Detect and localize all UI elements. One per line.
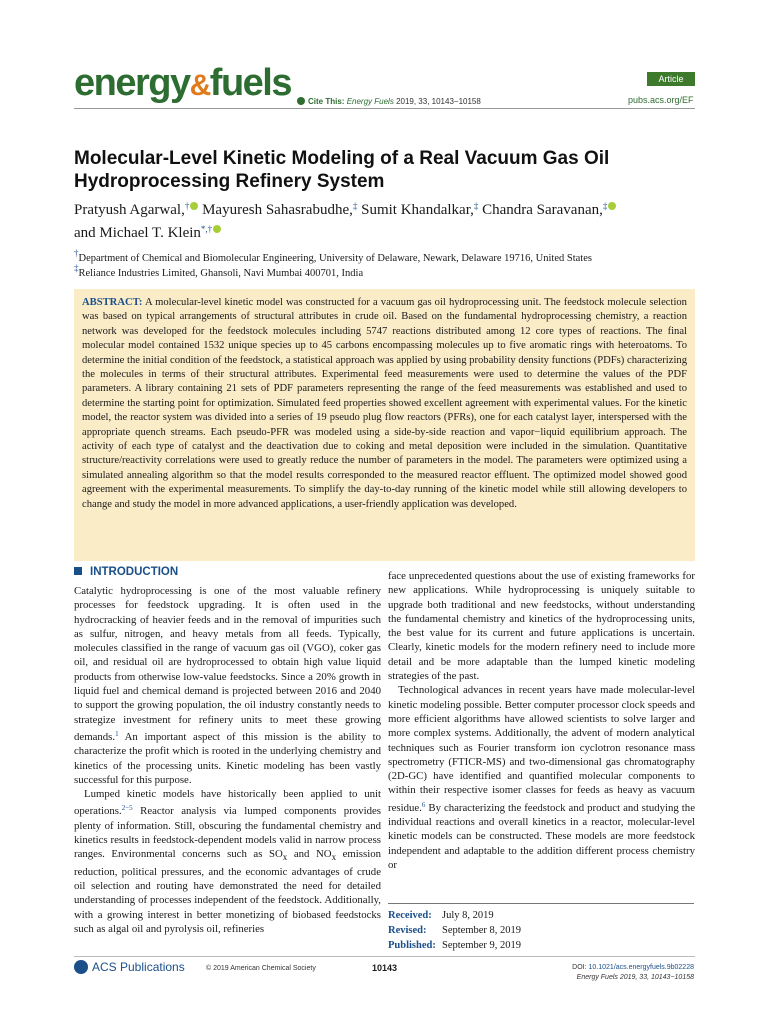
orcid-icon[interactable] — [213, 225, 221, 233]
author-name[interactable]: Mayuresh Sahasrabudhe, — [202, 202, 353, 218]
orcid-icon[interactable] — [608, 202, 616, 210]
author-list: Pratyush Agarwal,† Mayuresh Sahasrabudhe,‡ Sumit Khandalkar,‡ Chandra Saravanan,‡ and Michael T. Klein*,† — [74, 197, 694, 243]
cite-icon — [297, 97, 305, 105]
footer-rule — [74, 956, 695, 957]
paragraph: Technological advances in recent years have made molecular-level kinetic modeling possible. Better computer processor clock speeds and more efficient algorithms have allowed scientists to solve larger and more complex systems. Additionally, the advent of modern analytical techniques such as Fourier transform ion cyclotron resonance mass spectrometry (FTICR-MS) and two-dimensional gas chromatography (2D-GC) have identified and quantified molecular components to within their respective isomer classes for feeds as heavy as vacuum residue.$^6$ By characterizing the feedstock and product and studying the individual reactions and overall kinetics in a reactor, molecular-level kinetic models can be constructed. These models are more feedstock independent and adaptable to the addition different process chemistry or — [388, 684, 695, 871]
abstract-box — [74, 289, 695, 561]
right-column — [388, 569, 695, 872]
author-name[interactable]: and Michael T. Klein — [74, 225, 201, 241]
history-row: Revised: September 8, 2019 — [388, 925, 522, 936]
header-rule — [74, 108, 695, 109]
journal-logo: energy&fuels — [74, 62, 291, 104]
section-square-icon — [74, 567, 82, 575]
paragraph: face unprecedented questions about the use of existing frameworks for new applications. While hydroprocessing is uniquely suitable to upgrade both traditional and new feedstocks, without understanding the fundamental chemistry and kinetics of the hydroprocessing units, the best value for its current and future applications is uncertain. Clearly, kinetic models for the modern refinery need to include more detail and be more adaptable than the lumped kinetic modeling strategies of the past. — [388, 570, 695, 683]
article-type-badge: Article — [647, 72, 695, 86]
acs-logo-icon — [74, 960, 88, 974]
reference-link[interactable]: 1 — [115, 729, 119, 738]
abstract-text: A molecular-level kinetic model was constructed for a vacuum gas oil hydroprocessing unit. The feedstock molecule selection was based on typical arrangements of structural attributes in crude oil. Based on the fundamental hydroprocessing chemistry, a reaction network was developed for the feedstock molecules including 5747 reactions distributed among 12 core types of reactions. The final molecular model contained 1532 unique species up to 45 carbons encompassing molecules up to five aromatic rings with heteroatoms. To determine the initial condition of the feedstock, a statistical approach was applied by using probability density functions (PDFs) characterizing the molecules in terms of their structural attributes. Experimental feed measurements were used to determine the values of the PDF parameters. A library containing 21 sets of PDF parameters representing the range of the feed measurements was established and used to determine the starting point for optimization. Simulated feed properties showed excellent agreement with experimental values. For the kinetic model, the reactor system was divided into a series of 19 pseudo plug flow reactors (PFRs), one for each catalyst layer, interspersed with the appropriate quench streams. Each pseudo-PFR was modeled using a side-by-side reaction and vapor−liquid equilibrium approach. The activity of each type of catalyst and the deactivation due to coking and metal deposition were included in the simulation. Quantitative structure/reactivity correlations were used to greatly reduce the number of parameters in the model. The parameters were optimized using a simulated annealing algorithm so that the model results corresponded to the measured reactor effluent. The optimized model showed good agreement with the experimental measurements. To simplify the day-to-day running of the kinetic model while still allowing developers to change and study the model in more advanced applications, a user-friendly application was developed. — [82, 297, 687, 510]
publisher-logo[interactable]: ACS Publications — [74, 960, 185, 974]
paragraph: Lumped kinetic models have historically been applied to unit operations.$^{2-5}$ Reactor analysis via lumped components provides plenty of information. Still, obscuring the fundamental chemistry and kinetics results in feedstock-dependent models valid in narrow process ranges. Environmental concerns such as $SO_x$ and $NO_x$ emission reduction, political pressures, and the economic advantages of crude oil selection and routing have demonstrated the need for detailed understanding of processes independent of the feedstock. Additionally, with a growing interest in better monetizing of biobased feedstocks such as algal oil and pyrolysis oil, refineries — [74, 788, 382, 935]
cite-this[interactable]: Cite This: Energy Fuels 2019, 33, 10143−10158 — [297, 97, 481, 106]
orcid-icon[interactable] — [190, 202, 198, 210]
copyright: © 2019 American Chemical Society — [206, 965, 316, 972]
left-column — [74, 584, 381, 936]
paragraph: Catalytic hydroprocessing is one of the most valuable refinery processes for feedstock upgrading. It is often used in the hydrocracking of heavier feeds and in the removal of impurities such as sulfur, nitrogen, and heavy metals from all feeds. Typically, molecules classified in the range of vacuum gas oil (VGO), coker gas oil, and residual oil are hydroprocessed to obtain high value liquid products from otherwise low-value feedstocks. Since a 20% growth in liquid fuel and chemical demand is projected between 2016 and 2040 to support the growing population, the oil industry constantly needs to strategize investment for refinery units to meet these growing demands.$^1$ An important aspect of this mission is the ability to characterize the profit which is rooted in the underlying chemistry and kinetics of the processing units. Kinetic modeling has been vastly successful for this purpose. — [74, 585, 381, 786]
author-name[interactable]: Chandra Saravanan, — [482, 202, 603, 218]
reference-link[interactable]: 2−5 — [121, 804, 133, 813]
publication-history — [388, 903, 694, 953]
journal-url[interactable]: pubs.acs.org/EF — [628, 95, 694, 105]
affiliation: ‡Reliance Industries Limited, Ghansoli, Navi Mumbai 400701, India — [74, 263, 364, 279]
doi-link[interactable]: 10.1021/acs.energyfuels.9b02228 — [588, 964, 694, 971]
affiliation: †Department of Chemical and Biomolecular Engineering, University of Delaware, Newark, Delaware 19716, United States — [74, 248, 592, 264]
author-name[interactable]: Sumit Khandalkar, — [361, 202, 474, 218]
doi-block: DOI: 10.1021/acs.energyfuels.9b02228 Energy Fuels 2019, 33, 10143−10158 — [572, 964, 694, 981]
article-title: Molecular-Level Kinetic Modeling of a Real Vacuum Gas Oil Hydroprocessing Refinery System — [74, 148, 610, 192]
history-row: Received: July 8, 2019 — [388, 910, 494, 921]
page-number: 10143 — [372, 963, 398, 973]
abstract-heading: ABSTRACT: — [82, 297, 143, 308]
author-name[interactable]: Pratyush Agarwal, — [74, 202, 185, 218]
reference-link[interactable]: 6 — [421, 800, 426, 809]
section-heading-introduction: INTRODUCTION — [74, 566, 178, 578]
history-row: Published: September 9, 2019 — [388, 940, 522, 951]
